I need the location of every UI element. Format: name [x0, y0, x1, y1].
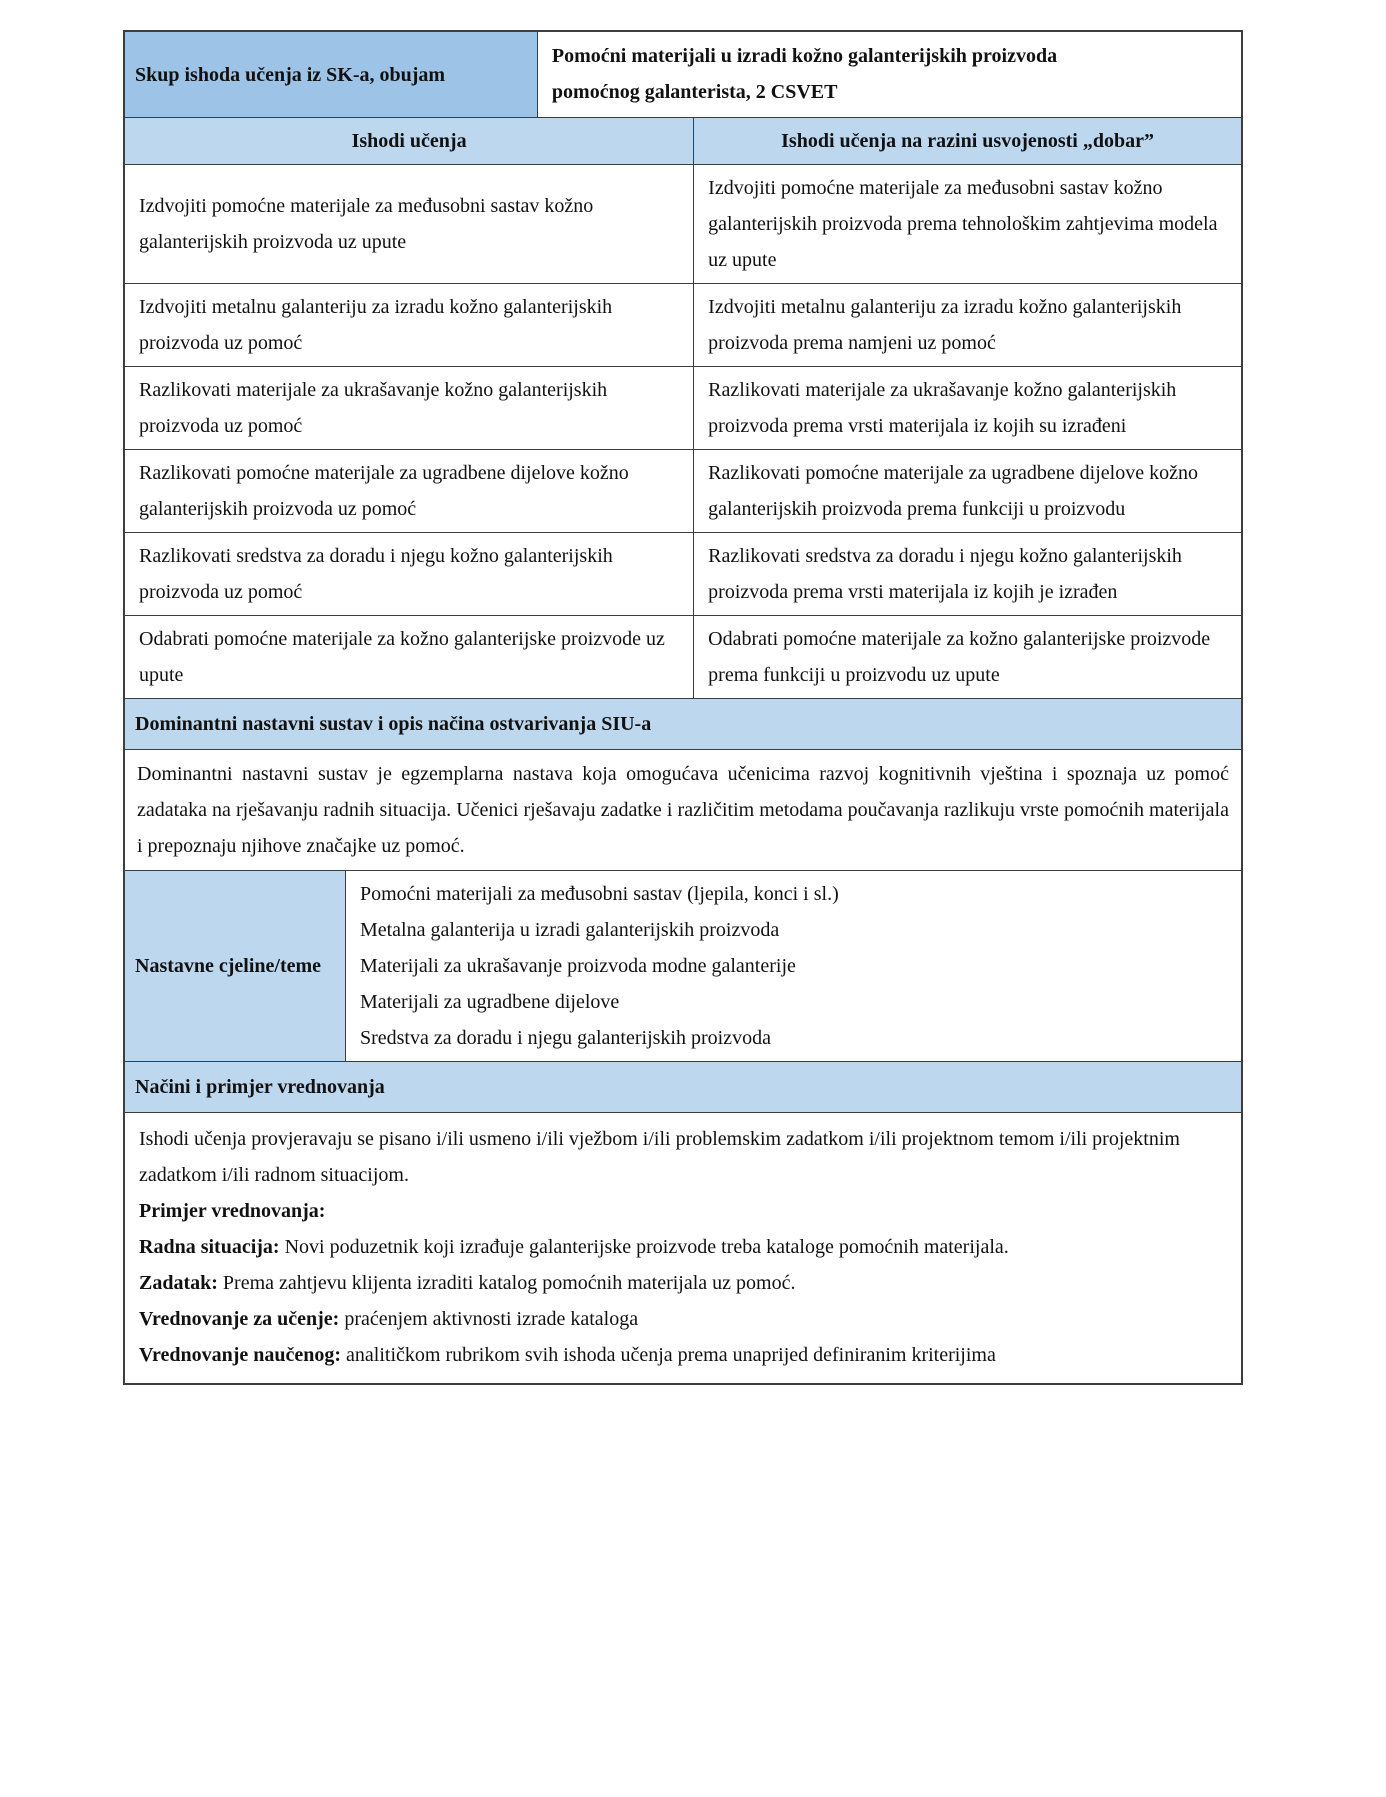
unit-item: Metalna galanterija u izradi galanterijskih proizvoda	[359, 919, 780, 941]
column-header-row	[125, 118, 1241, 165]
set-label-text: Skup ishoda učenja iz SK-a, obujam	[135, 63, 446, 86]
outcome-right-cell	[694, 533, 1241, 615]
outcome-left-cell	[125, 367, 694, 449]
evaluation-item-text: Prema zahtjevu klijenta izraditi katalog pomoćnih materijala uz pomoć.	[222, 1272, 796, 1294]
module-title-line-1: Pomoćni materijali u izradi kožno galanterijskih proizvoda	[551, 45, 1058, 67]
module-title-cell	[538, 32, 1241, 117]
outcome-right-text: Razlikovati sredstva za doradu i njegu kožno galanterijskih proizvoda prema vrsti materijala iz kojih je izrađen	[708, 545, 1182, 603]
outcome-left-text: Razlikovati sredstva za doradu i njegu kožno galanterijskih proizvoda uz pomoć	[139, 545, 613, 603]
evaluation-item-label: Vrednovanje naučenog:	[139, 1344, 342, 1366]
outcome-left-cell	[125, 616, 694, 698]
unit-item: Materijali za ukrašavanje proizvoda modne galanterije	[359, 955, 796, 977]
outcome-right-cell	[694, 616, 1241, 698]
evaluation-item	[139, 1265, 1227, 1301]
outcome-right-cell	[694, 367, 1241, 449]
dominant-system-header: Dominantni nastavni sustav i opis načina ostvarivanja SIU-a	[125, 699, 1241, 749]
outcome-left-text: Odabrati pomoćne materijale za kožno galanterijske proizvode uz upute	[139, 628, 665, 686]
outcome-row	[125, 367, 1241, 450]
teaching-units-label: Nastavne cjeline/teme	[125, 871, 346, 1061]
module-title-line-2: pomoćnog galanterista, 2 CSVET	[551, 81, 838, 103]
evaluation-item-label: Vrednovanje za učenje:	[139, 1308, 340, 1330]
unit-item: Pomoćni materijali za međusobni sastav (ljepila, konci i sl.)	[359, 883, 839, 905]
set-label-cell	[125, 32, 538, 117]
outcome-right-text: Razlikovati pomoćne materijale za ugradbene dijelove kožno galanterijskih proizvoda prema funkciji u proizvodu	[708, 462, 1198, 520]
teaching-units-list	[346, 871, 1241, 1061]
evaluation-body	[125, 1113, 1241, 1383]
table-header-row	[125, 32, 1241, 118]
evaluation-item-text: analitičkom rubrikom svih ishoda učenja prema unaprijed definiranim kriterijima	[346, 1344, 996, 1366]
outcome-row	[125, 450, 1241, 533]
evaluation-example-title: Primjer vrednovanja:	[139, 1200, 326, 1222]
evaluation-item-text: praćenjem aktivnosti izrade kataloga	[344, 1308, 639, 1330]
outcome-left-text: Izdvojiti pomoćne materijale za međusobni sastav kožno galanterijskih proizvoda uz upute	[139, 195, 594, 253]
unit-item: Sredstva za doradu i njegu galanterijskih proizvoda	[359, 1027, 771, 1049]
outcome-right-cell	[694, 450, 1241, 532]
dominant-system-header-row	[125, 699, 1241, 750]
outcome-row	[125, 284, 1241, 367]
outcome-row	[125, 533, 1241, 616]
evaluation-intro: Ishodi učenja provjeravaju se pisano i/ili usmeno i/ili vježbom i/ili problemskim zadatkom i/ili projektnom temom i/ili projektnim zadatkom i/ili radnom situacijom.	[139, 1128, 1180, 1186]
column-header-outcomes: Ishodi učenja	[125, 118, 694, 164]
dominant-system-description-row	[125, 750, 1241, 871]
outcome-right-text: Odabrati pomoćne materijale za kožno galanterijske proizvode prema funkciji u proizvodu uz upute	[708, 628, 1211, 686]
outcome-left-cell	[125, 450, 694, 532]
outcome-right-text: Izdvojiti pomoćne materijale za međusobni sastav kožno galanterijskih proizvoda prema tehnološkim zahtjevima modela uz upute	[708, 177, 1218, 271]
outcome-right-text: Izdvojiti metalnu galanteriju za izradu kožno galanterijskih proizvoda prema namjeni uz pomoć	[708, 296, 1182, 354]
outcome-left-text: Razlikovati materijale za ukrašavanje kožno galanterijskih proizvoda uz pomoć	[139, 379, 608, 437]
outcome-left-cell	[125, 284, 694, 366]
learning-outcomes-table	[123, 30, 1243, 1385]
column-header-level-good: Ishodi učenja na razini usvojenosti „dobar”	[781, 130, 1154, 152]
evaluation-item	[139, 1301, 1227, 1337]
evaluation-item	[139, 1337, 1227, 1373]
evaluation-header: Načini i primjer vrednovanja	[125, 1062, 1241, 1112]
dominant-system-description: Dominantni nastavni sustav je egzemplarna nastava koja omogućava učenicima razvoj kognitivnih vještina i spoznaja uz pomoć zadataka na rješavanju radnih situacija. Učenici rješavaju zadatke i različitim metodama poučavanja razlikuju vrste pomoćnih materijala i prepoznaju njihove značajke uz pomoć.	[137, 763, 1229, 857]
outcome-row	[125, 165, 1241, 284]
evaluation-item-text: Novi poduzetnik koji izrađuje galanterijske proizvode treba kataloge pomoćnih materijala.	[284, 1236, 1009, 1258]
outcome-left-text: Izdvojiti metalnu galanteriju za izradu kožno galanterijskih proizvoda uz pomoć	[139, 296, 613, 354]
unit-item: Materijali za ugradbene dijelove	[359, 991, 620, 1013]
outcome-right-cell	[694, 165, 1241, 283]
evaluation-item	[139, 1229, 1227, 1265]
evaluation-header-row	[125, 1062, 1241, 1113]
outcome-row	[125, 616, 1241, 699]
teaching-units-row	[125, 871, 1241, 1062]
outcome-right-text: Razlikovati materijale za ukrašavanje kožno galanterijskih proizvoda prema vrsti materijala iz kojih su izrađeni	[708, 379, 1177, 437]
outcome-left-text: Razlikovati pomoćne materijale za ugradbene dijelove kožno galanterijskih proizvoda uz pomoć	[139, 462, 629, 520]
outcome-left-cell	[125, 165, 694, 283]
outcome-left-cell	[125, 533, 694, 615]
outcome-right-cell	[694, 284, 1241, 366]
evaluation-item-label: Radna situacija:	[139, 1236, 280, 1258]
evaluation-body-row	[125, 1113, 1241, 1383]
evaluation-item-label: Zadatak:	[139, 1272, 218, 1294]
